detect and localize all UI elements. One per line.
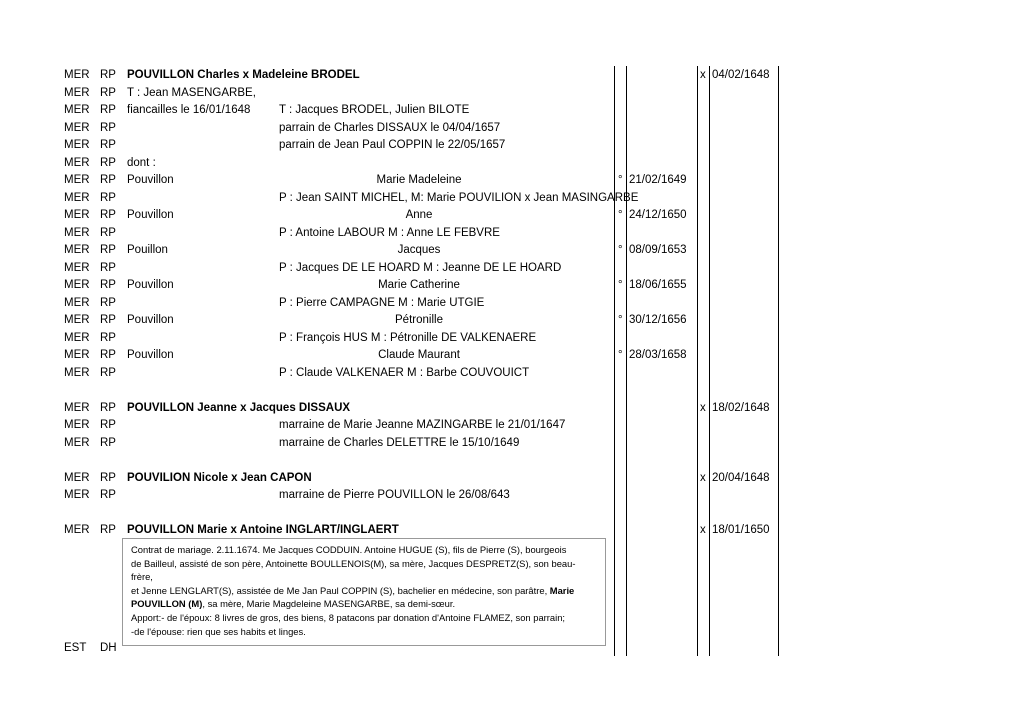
record-code: MER — [64, 297, 90, 309]
record-detail: T : Jacques BRODEL, Julien BILOTE — [279, 104, 470, 116]
record-subcode: RP — [100, 349, 116, 361]
baptism-mark: ° — [618, 349, 623, 361]
record-code: MER — [64, 244, 90, 256]
record-entry: POUVILLON Charles x Madeleine BRODEL — [127, 69, 360, 81]
record-subcode: RP — [100, 472, 116, 484]
record-subcode: RP — [100, 122, 116, 134]
record-detail: parrain de Charles DISSAUX le 04/04/1657 — [279, 122, 501, 134]
record-code: MER — [64, 209, 90, 221]
baptism-date: 28/03/1658 — [629, 349, 687, 361]
record-subcode: RP — [100, 139, 116, 151]
note-line: de Bailleul, assisté de son père, Antoinette BOULLENOIS(M), sa mère, Jacques DESPRETZ(S), son beau- — [131, 557, 576, 569]
record-entry: fiancailles le 16/01/1648 — [127, 104, 251, 116]
record-code: MER — [64, 332, 90, 344]
marriage-contract-note — [122, 538, 606, 646]
record-subcode: RP — [100, 524, 116, 536]
marriage-mark: x — [700, 524, 706, 536]
record-subcode: RP — [100, 279, 116, 291]
record-code: MER — [64, 174, 90, 186]
baptism-date: 30/12/1656 — [629, 314, 687, 326]
record-subcode: DH — [100, 642, 117, 654]
record-detail: P : Pierre CAMPAGNE M : Marie UTGIE — [279, 297, 485, 309]
record-detail: P : Claude VALKENAER M : Barbe COUVOUICT — [279, 367, 530, 379]
record-subcode: RP — [100, 192, 116, 204]
record-subcode: RP — [100, 157, 116, 169]
record-code: MER — [64, 87, 90, 99]
marriage-mark: x — [700, 402, 706, 414]
note-text: , sa mère, Marie Magdeleine MASENGARBE, sa demi-sœur. — [202, 598, 456, 610]
baptism-mark: ° — [618, 314, 623, 326]
record-code: MER — [64, 314, 90, 326]
record-code: MER — [64, 157, 90, 169]
record-detail: P : Antoine LABOUR M : Anne LE FEBVRE — [279, 227, 500, 239]
record-entry: POUVILION Nicole x Jean CAPON — [127, 472, 312, 484]
column-line-4 — [709, 66, 710, 656]
note-line: -de l'épouse: rien que ses habits et linges. — [131, 625, 306, 637]
record-code: MER — [64, 349, 90, 361]
record-code: MER — [64, 192, 90, 204]
record-code: MER — [64, 489, 90, 501]
record-subcode: RP — [100, 104, 116, 116]
record-subcode: RP — [100, 489, 116, 501]
record-subcode: RP — [100, 332, 116, 344]
baptism-date: 08/09/1653 — [629, 244, 687, 256]
record-subcode: RP — [100, 314, 116, 326]
baptism-mark: ° — [618, 279, 623, 291]
record-entry: Pouvillon — [127, 349, 174, 361]
record-subcode: RP — [100, 69, 116, 81]
column-line-3 — [697, 66, 698, 656]
marriage-date: 04/02/1648 — [712, 69, 770, 81]
record-code: MER — [64, 279, 90, 291]
record-code: MER — [64, 139, 90, 151]
marriage-mark: x — [700, 472, 706, 484]
record-subcode: RP — [100, 174, 116, 186]
column-line-5 — [778, 66, 779, 656]
record-detail: P : Jean SAINT MICHEL, M: Marie POUVILION x Jean MASINGARBE — [279, 192, 639, 204]
record-entry: dont : — [127, 157, 156, 169]
record-detail: marraine de Pierre POUVILLON le 26/08/643 — [279, 489, 510, 501]
marriage-date: 18/02/1648 — [712, 402, 770, 414]
child-name: Jacques — [397, 244, 441, 256]
baptism-date: 24/12/1650 — [629, 209, 687, 221]
record-code: MER — [64, 122, 90, 134]
record-entry: Pouvillon — [127, 279, 174, 291]
record-subcode: RP — [100, 402, 116, 414]
record-detail: P : François HUS M : Pétronille DE VALKENAERE — [279, 332, 537, 344]
record-subcode: RP — [100, 419, 116, 431]
note-bold-text: Marie — [549, 584, 575, 596]
note-line: Apport:- de l'époux: 8 livres de gros, des biens, 8 patacons par donation d'Antoine FLAMEZ, son parrain; — [131, 611, 566, 623]
baptism-mark: ° — [618, 209, 623, 221]
record-entry: POUVILLON Jeanne x Jacques DISSAUX — [127, 402, 351, 414]
record-entry: Pouvillon — [127, 209, 174, 221]
record-code: MER — [64, 524, 90, 536]
record-code: MER — [64, 437, 90, 449]
record-detail: P : Jacques DE LE HOARD M : Jeanne DE LE HOARD — [279, 262, 562, 274]
record-code: MER — [64, 104, 90, 116]
record-subcode: RP — [100, 367, 116, 379]
record-detail: marraine de Charles DELETTRE le 15/10/1649 — [279, 437, 520, 449]
baptism-date: 21/02/1649 — [629, 174, 687, 186]
record-subcode: RP — [100, 262, 116, 274]
record-code: MER — [64, 472, 90, 484]
marriage-date: 18/01/1650 — [712, 524, 770, 536]
baptism-date: 18/06/1655 — [629, 279, 687, 291]
record-code: MER — [64, 262, 90, 274]
column-line-2 — [626, 66, 627, 656]
record-subcode: RP — [100, 297, 116, 309]
note-line: Contrat de mariage. 2.11.1674. Me Jacques CODDUIN. Antoine HUGUE (S), fils de Pierre (S), bourgeois — [131, 544, 567, 555]
record-entry: Pouvillon — [127, 174, 174, 186]
record-code: MER — [64, 69, 90, 81]
note-line — [131, 597, 597, 611]
marriage-mark: x — [700, 69, 706, 81]
note-line: frère, — [131, 571, 153, 583]
record-entry: POUVILLON Marie x Antoine INGLART/INGLAERT — [127, 524, 399, 536]
record-code: MER — [64, 402, 90, 414]
record-detail: parrain de Jean Paul COPPIN le 22/05/1657 — [279, 139, 506, 151]
record-subcode: RP — [100, 244, 116, 256]
record-entry: Pouvillon — [127, 314, 174, 326]
record-detail: marraine de Marie Jeanne MAZINGARBE le 21/01/1647 — [279, 419, 566, 431]
record-subcode: RP — [100, 87, 116, 99]
note-line — [131, 584, 597, 598]
child-name: Claude Maurant — [378, 349, 460, 361]
marriage-date: 20/04/1648 — [712, 472, 770, 484]
record-code: MER — [64, 419, 90, 431]
record-subcode: RP — [100, 437, 116, 449]
record-code: MER — [64, 367, 90, 379]
baptism-mark: ° — [618, 174, 623, 186]
note-text: et Jenne LENGLART(S), assistée de Me Jan Paul COPPIN (S), bachelier en médecine, son parâtre, — [131, 584, 550, 596]
child-name: Marie Madeleine — [376, 174, 462, 186]
record-code: EST — [64, 642, 87, 654]
record-subcode: RP — [100, 209, 116, 221]
record-code: MER — [64, 227, 90, 239]
record-entry: Pouillon — [127, 244, 168, 256]
child-name: Marie Catherine — [378, 279, 460, 291]
record-subcode: RP — [100, 227, 116, 239]
baptism-mark: ° — [618, 244, 623, 256]
child-name: Pétronille — [395, 314, 443, 326]
column-line-1 — [614, 66, 615, 656]
child-name: Anne — [405, 209, 433, 221]
note-bold-text: POUVILLON (M) — [131, 598, 203, 610]
record-entry: T : Jean MASENGARBE, — [127, 87, 256, 99]
